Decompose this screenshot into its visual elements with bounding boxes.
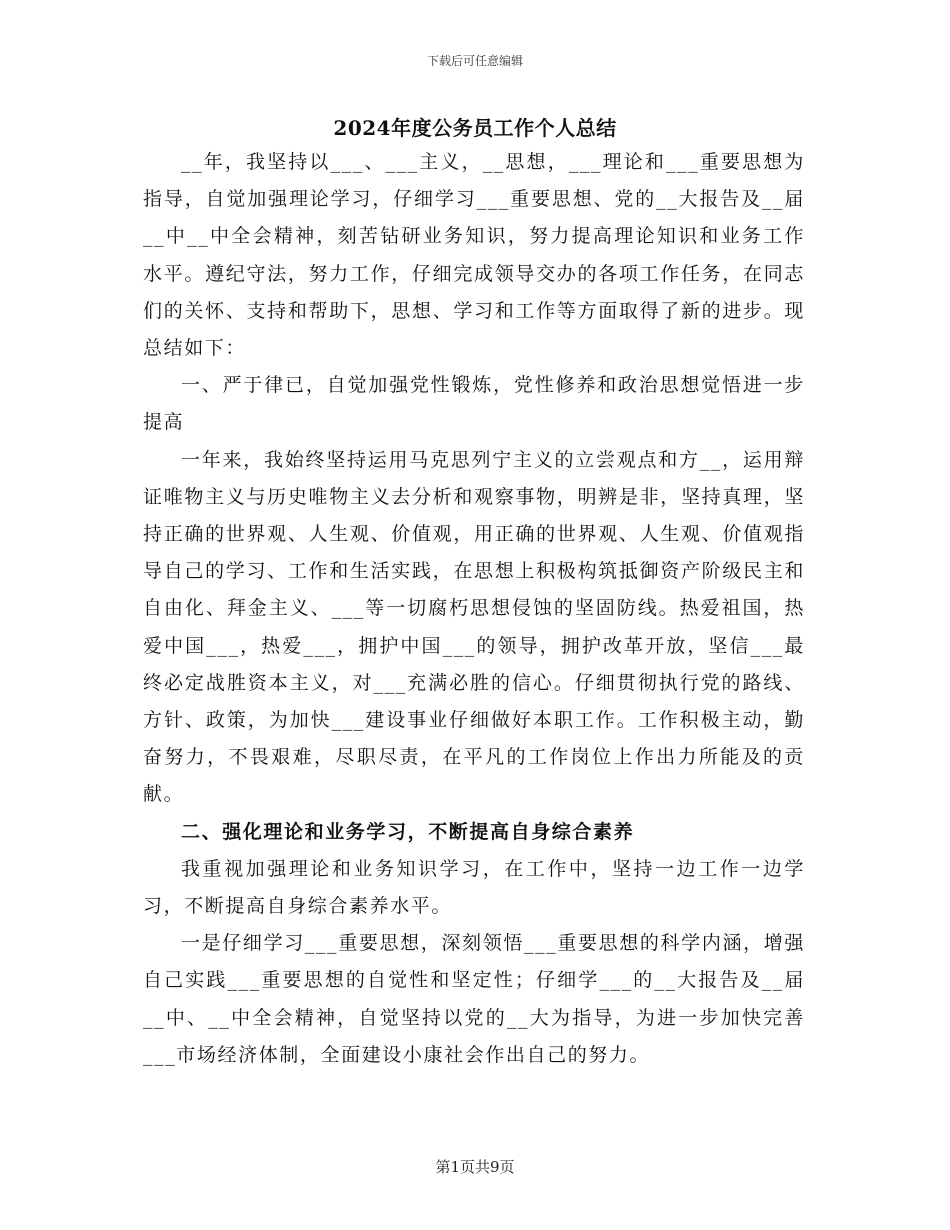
download-editable-note: 下载后可任意编辑: [426, 54, 523, 68]
page-number: 第1页共9页: [435, 1158, 515, 1176]
document-body: [143, 144, 805, 1074]
intro-paragraph: __年，我坚持以___、___主义，__思想，___理论和___重要思想为指导，自觉加强理论学习，仔细学习___重要思想、党的__大报告及__届__中__中全会精神，刻苦钻研业务知识，努力提高理论知识和业务工作水平。遵纪守法，努力工作，仔细完成领导交办的各项工作任务，在同志们的关怀、支持和帮助下，思想、学习和工作等方面取得了新的进步。现总结如下：: [143, 151, 805, 360]
section-two-point-one-paragraph: 一是仔细学习___重要思想，深刻领悟___重要思想的科学内涵，增强自己实践___重要思想的自觉性和坚定性；仔细学___的__大报告及__届__中、__中全会精神，自觉坚持以党的__大为指导，为进一步加快完善___市场经济体制，全面建设小康社会作出自己的努力。: [143, 932, 805, 1066]
document-title: 2024年度公务员工作个人总结: [333, 116, 617, 140]
section-one-heading: 一、严于律已，自觉加强党性锻炼，党性修养和政治思想觉悟进一步提高: [143, 374, 805, 434]
section-two-intro-paragraph: 我重视加强理论和业务知识学习，在工作中，坚持一边工作一边学习，不断提高自身综合素养水平。: [143, 857, 805, 918]
section-two-heading: 二、强化理论和业务学习，不断提高自身综合素养: [181, 820, 635, 843]
section-one-paragraph: 一年来，我始终坚持运用马克思列宁主义的立尝观点和方__，运用辩证唯物主义与历史唯物主义去分析和观察事物，明辨是非，坚持真理，坚持正确的世界观、人生观、价值观，用正确的世界观、人生观、价值观指导自己的学习、工作和生活实践，在思想上积极构筑抵御资产阶级民主和自由化、拜金主义、___等一切腐朽思想侵蚀的坚固防线。热爱祖国，热爱中国___，热爱___，拥护中国___的领导，拥护改革开放，坚信___最终必定战胜资本主义，对___充满必胜的信心。仔细贯彻执行党的路线、方针、政策，为加快___建设事业仔细做好本职工作。工作积极主动，勤奋努力，不畏艰难，尽职尽责，在平凡的工作岗位上作出力所能及的贡献。: [143, 448, 805, 806]
